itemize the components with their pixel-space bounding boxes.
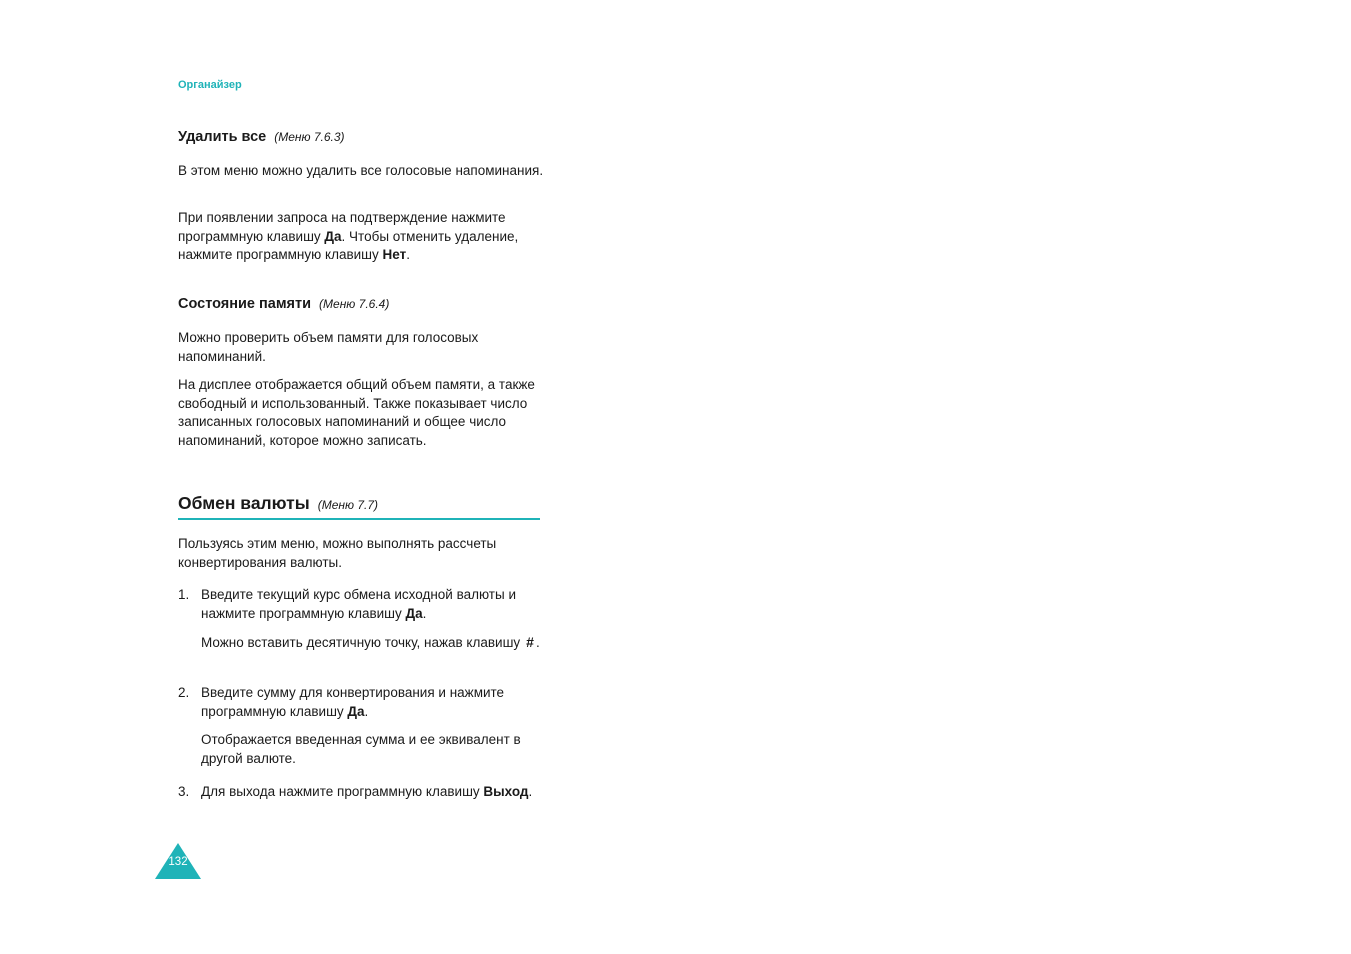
hash-key-icon: # (526, 634, 534, 650)
delete-all-heading (178, 129, 345, 145)
currency-title: Обмен валюты (178, 493, 310, 513)
text: При появлении запроса на подтверждение нажмите программную клавишу (178, 210, 506, 244)
text: Введите сумму для конвертирования и нажмите программную клавишу (201, 685, 505, 719)
step-2-note: Отображается введенная сумма и ее эквивалент в другой валюте. (201, 732, 521, 766)
text: Введите текущий курс обмена исходной валюты и нажмите программную клавишу (201, 587, 516, 621)
currency-menu-ref: (Меню 7.7) (317, 498, 379, 512)
yes-key: Да (405, 605, 423, 621)
currency-heading (178, 493, 540, 514)
text: . (535, 635, 540, 650)
step-2-number: 2. (178, 685, 190, 700)
step-1-number: 1. (178, 587, 190, 602)
step-1-note (201, 633, 546, 653)
memory-status-title: Состояние памяти (178, 296, 312, 312)
memory-status-details: На дисплее отображается общий объем памяти, а также свободный и использованный. Также показывает число записанных голосовых напоминаний и общее число напоминаний, которое можно записать. (178, 377, 535, 448)
memory-status-heading (178, 296, 389, 312)
delete-all-desc: В этом меню можно удалить все голосовые напоминания. (178, 163, 544, 178)
memory-status-menu-ref: (Меню 7.6.4) (319, 297, 390, 311)
delete-all-menu-ref: (Меню 7.6.3) (274, 130, 345, 144)
section-label: Органайзер (178, 79, 242, 91)
yes-key: Да (347, 703, 365, 719)
step-2-text (201, 684, 546, 721)
text: Для выхода нажмите программную клавишу (201, 784, 484, 799)
exit-key: Выход (483, 784, 529, 799)
page-number: 132 (168, 856, 188, 868)
memory-status-desc: Можно проверить объем памяти для голосовых напоминаний. (178, 330, 479, 364)
delete-all-confirm (178, 209, 548, 265)
delete-all-title: Удалить все (178, 129, 267, 145)
currency-intro: Пользуясь этим меню, можно выполнять рассчеты конвертирования валюты. (178, 536, 497, 570)
no-key: Нет (382, 247, 407, 262)
heading-rule (178, 518, 540, 520)
step-1-text (201, 586, 546, 623)
text: . Чтобы отменить удаление, нажмите программную клавишу (178, 228, 519, 262)
text: . (364, 703, 369, 719)
step-3-number: 3. (178, 784, 190, 799)
text: . (422, 605, 427, 621)
text: Можно вставить десятичную точку, нажав клавишу (201, 635, 521, 650)
text: . (528, 784, 533, 799)
step-3-text (201, 783, 546, 802)
text: . (406, 247, 410, 262)
yes-key: Да (324, 228, 342, 244)
